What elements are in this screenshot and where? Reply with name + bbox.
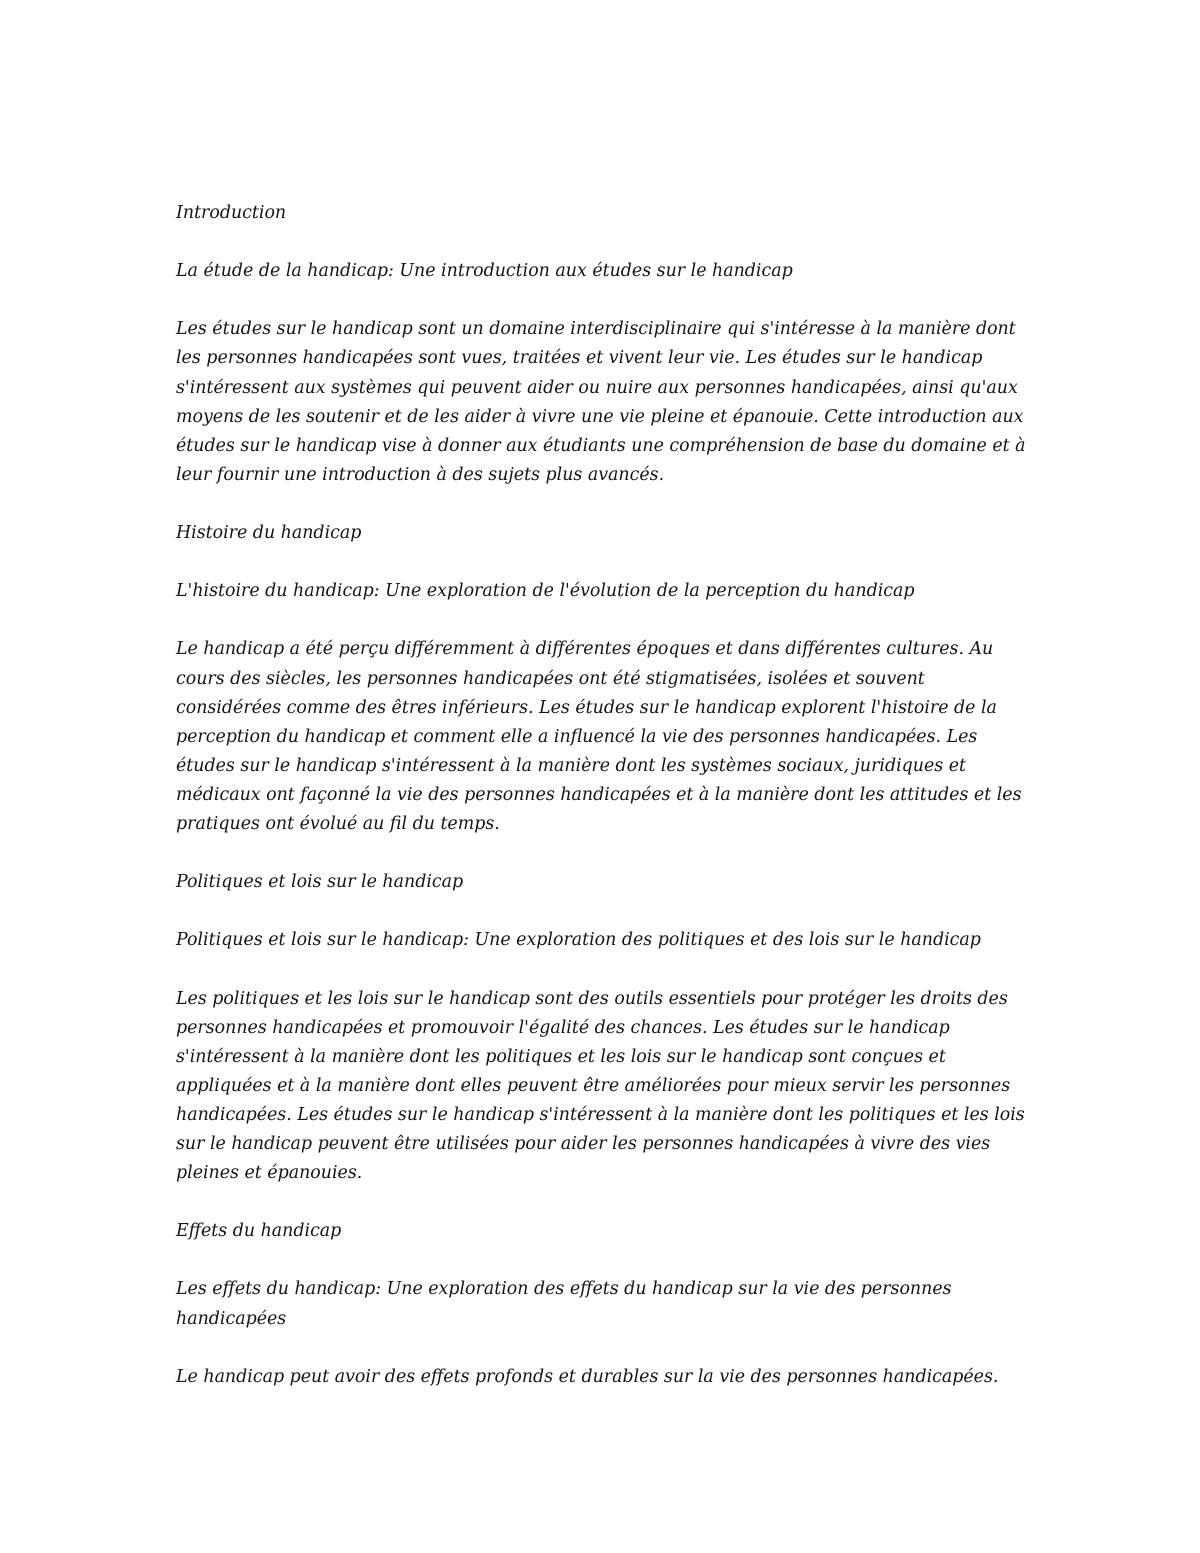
body-paragraph-history: Le handicap a été perçu différemment à différentes époques et dans différentes cultures. Au cours des siècles, les personnes handicapées ont été stigmatisées, isolées et souvent considérées comme des êtres inférieurs. Les études sur le handicap explorent l'histoire de la perception du handicap et comment elle a influencé la vie des personnes handicapées. Les études sur le handicap s'intéressent à la manière dont les systèmes sociaux, juridiques et médicaux ont façonné la vie des personnes handicapées et à la manière dont les attitudes et les pratiques ont évolué au fil du temps.	[176, 639, 1022, 834]
section-subtitle-effects: Les effets du handicap: Une exploration des effets du handicap sur la vie des personnes handicapées	[176, 1279, 952, 1329]
section-subtitle-history: L'histoire du handicap: Une exploration de l'évolution de la perception du handicap	[176, 581, 915, 602]
section-heading-history: Histoire du handicap	[176, 523, 362, 544]
section-heading-effects: Effets du handicap	[176, 1221, 342, 1242]
body-paragraph-introduction: Les études sur le handicap sont un domaine interdisciplinaire qui s'intéresse à la manière dont les personnes handicapées sont vues, traitées et vivent leur vie. Les études sur le handicap s'intéressent aux systèmes qui peuvent aider ou nuire aux personnes handicapées, ainsi qu'aux moyens de les soutenir et de les aider à vivre une vie pleine et épanouie. Cette introduction aux études sur le handicap vise à donner aux étudiants une compréhension de base du domaine et à leur fournir une introduction à des sujets plus avancés.	[176, 319, 1026, 485]
section-heading-policies: Politiques et lois sur le handicap	[176, 872, 464, 893]
section-subtitle-policies: Politiques et lois sur le handicap: Une exploration des politiques et des lois sur le handicap	[176, 930, 981, 951]
document-body	[176, 199, 1026, 1392]
section-subtitle-introduction: La étude de la handicap: Une introduction aux études sur le handicap	[176, 261, 793, 282]
body-paragraph-effects: Le handicap peut avoir des effets profonds et durables sur la vie des personnes handicapées.	[176, 1366, 999, 1387]
body-paragraph-policies: Les politiques et les lois sur le handicap sont des outils essentiels pour protéger les droits des personnes handicapées et promouvoir l'égalité des chances. Les études sur le handicap s'intéressent à la manière dont les politiques et les lois sur le handicap sont conçues et appliquées et à la manière dont elles peuvent être améliorées pour mieux servir les personnes handicapées. Les études sur le handicap s'intéressent à la manière dont les politiques et les lois sur le handicap peuvent être utilisées pour aider les personnes handicapées à vivre des vies pleines et épanouies.	[176, 988, 1025, 1184]
section-heading-introduction: Introduction	[176, 203, 287, 223]
